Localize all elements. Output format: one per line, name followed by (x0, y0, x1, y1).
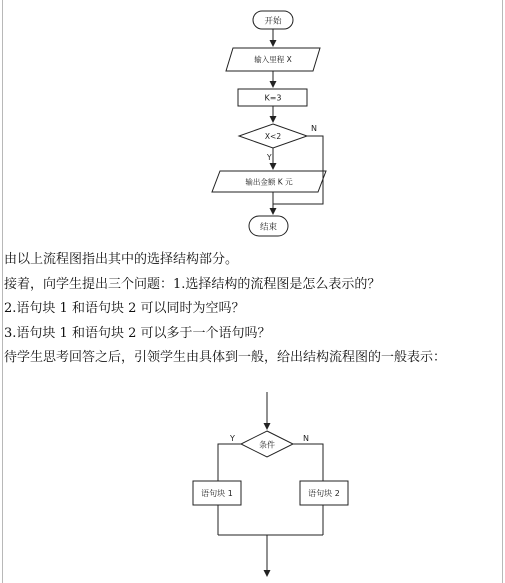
block1-label: 语句块 1 (201, 489, 233, 498)
paragraph-general-representation: 待学生思考回答之后，引领学生由具体到一般，给出结构流程图的一般表示： (4, 350, 447, 365)
no-branch-line-general (293, 444, 323, 481)
paragraph-question-3: 3.语句块 1 和语句块 2 可以多于一个语句吗？ (4, 325, 271, 341)
general-condition-label: 条件 (259, 440, 275, 450)
flowchart-taxi-fare (212, 11, 326, 236)
block2-label: 语句块 2 (308, 489, 340, 498)
flowchart-selection-structure (193, 392, 348, 576)
general-no-label: N (303, 434, 309, 443)
paragraph-questions-intro: 接着，向学生提出三个问题：1.选择结构的流程图是怎么表示的？ (4, 276, 381, 292)
no-branch-line (273, 136, 323, 204)
assign-label: K=3 (264, 93, 282, 103)
general-yes-label: Y (230, 434, 235, 443)
paragraph-question-2: 2.语句块 1 和语句块 2 可以同时为空吗？ (4, 301, 245, 316)
input-label: 输入里程 X (254, 55, 292, 64)
yes-label: Y (267, 153, 272, 162)
start-label: 开始 (264, 16, 282, 27)
yes-branch-line (218, 444, 241, 481)
no-label: N (311, 124, 317, 133)
condition-label: X<2 (264, 132, 282, 141)
end-label: 结束 (259, 222, 278, 233)
paragraph-selection-structure: 由以上流程图指出其中的选择结构部分。 (4, 252, 239, 267)
lesson-text (4, 248, 501, 371)
output-label: 输出金额 K 元 (245, 177, 293, 187)
